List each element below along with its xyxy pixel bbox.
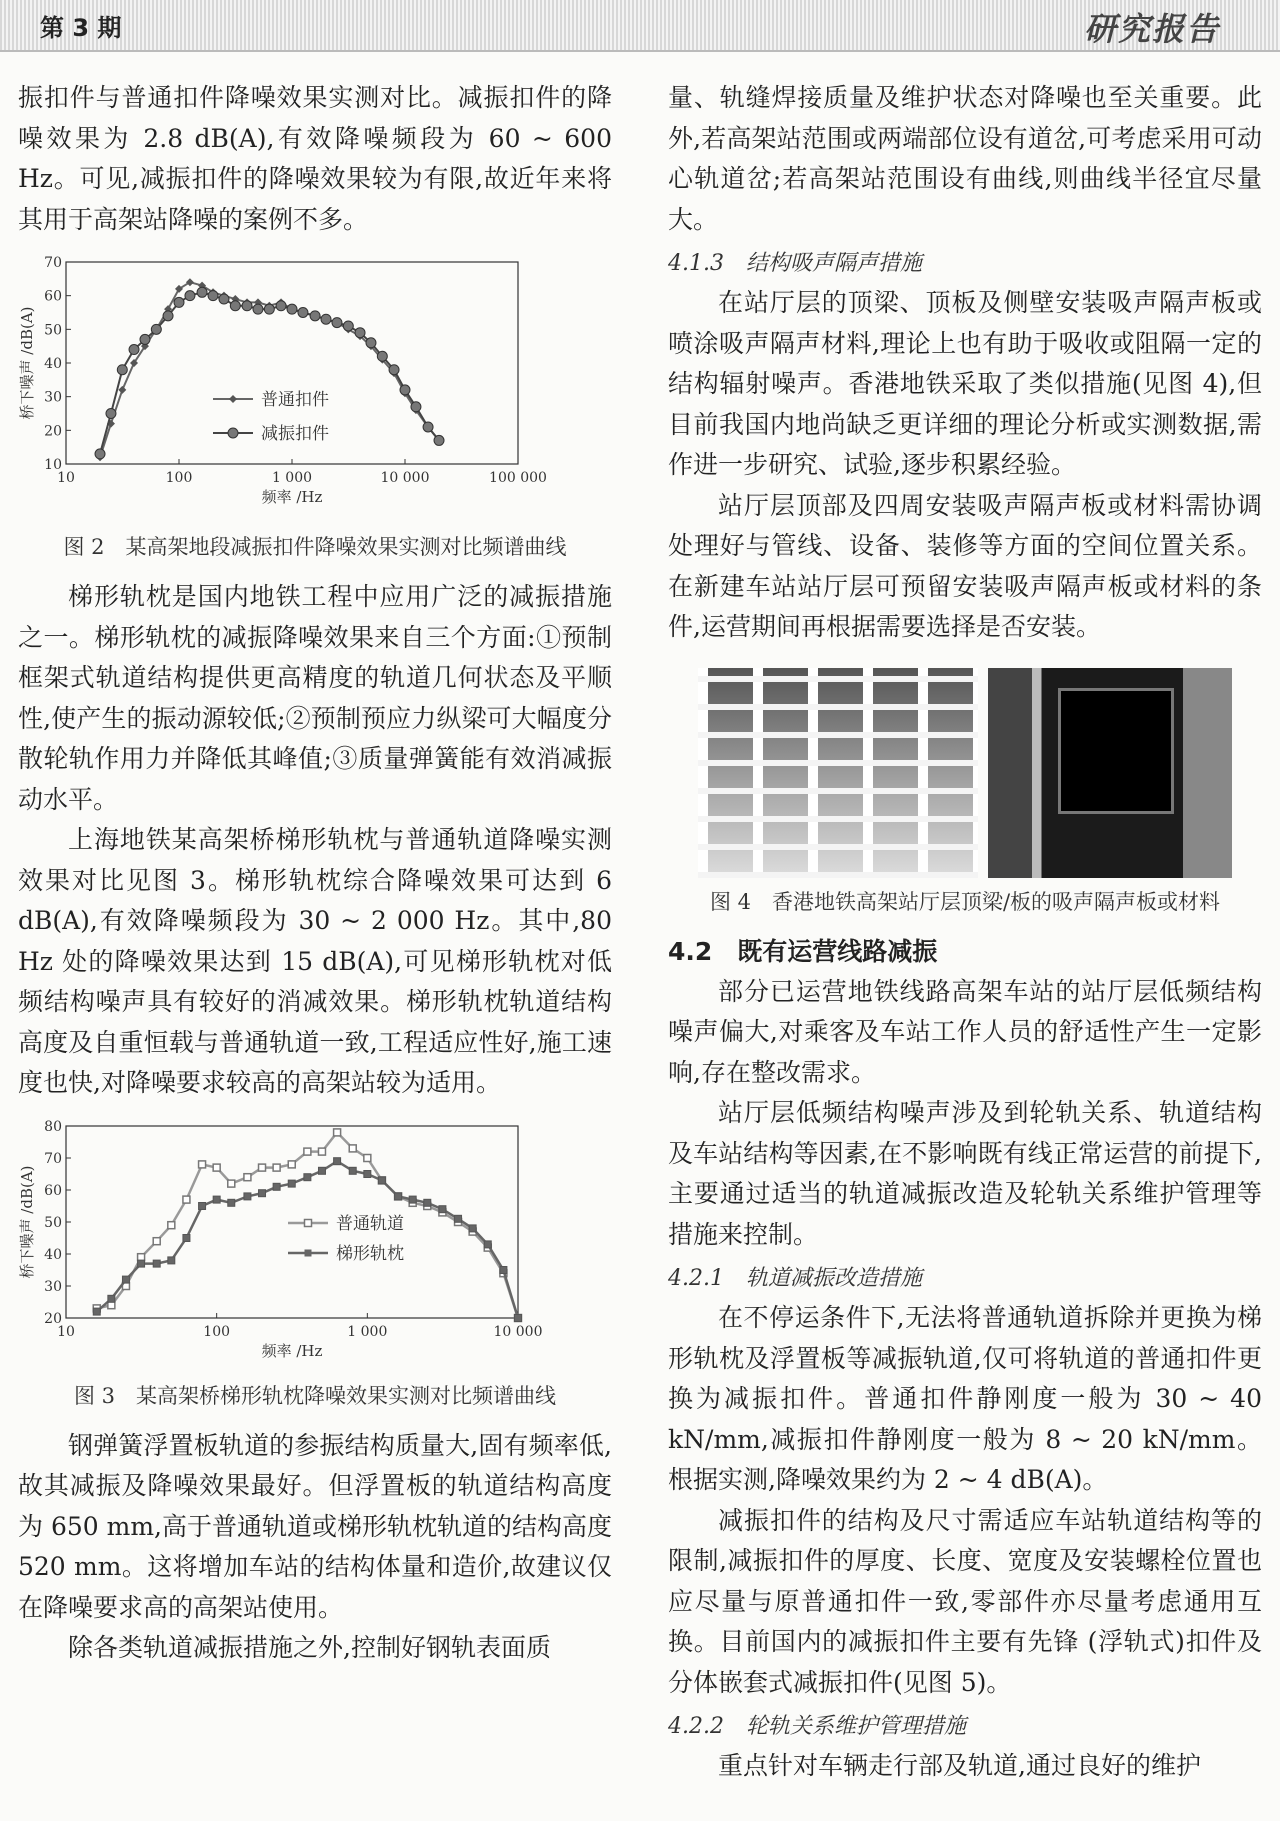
data-point (273, 1164, 280, 1171)
fig4-caption: 图 4 香港地铁高架站厅层顶梁/板的吸声隔声板或材料 (709, 889, 1221, 914)
data-point (455, 1215, 462, 1222)
legend-marker (228, 428, 238, 438)
data-point (349, 1144, 356, 1151)
data-point (276, 301, 286, 311)
legend-label: 减振扣件 (261, 424, 329, 444)
data-point (334, 1128, 341, 1135)
y-tick-label: 30 (44, 389, 62, 406)
right-paragraph-3: 站厅层顶部及四周安装吸声隔声板或材料需协调处理好与管线、设备、装修等方面的空间位置关系。在新建车站站厅层可预留安装吸声隔声板或材料的条件,运营期间再根据需要选择是否安装。 (668, 490, 1262, 641)
data-point (242, 301, 252, 311)
y-tick-label: 70 (44, 1150, 62, 1167)
y-axis-label: 桥下噪声 /dB(A) (18, 1165, 36, 1278)
x-tick-label: 100 (203, 1323, 231, 1340)
right-paragraph-7: 减振扣件的结构及尺寸需适应车站轨道结构等的限制,减振扣件的厚度、长度、宽度及安装螺栓位置也应尽量与原普通扣件一致,零部件亦尽量考虑通用互换。目前国内的减振扣件主要有先锋 (浮轨式)扣件及分体嵌套式减振扣件(见图 5)。 (668, 1505, 1262, 1697)
data-point (230, 301, 240, 311)
data-point (244, 1173, 251, 1180)
right-paragraph-8: 重点针对车辆走行部及轨道,通过良好的维护 (718, 1751, 1201, 1780)
y-tick-label: 40 (44, 356, 62, 372)
fig3-caption: 图 3 某高架桥梯形轨枕降噪效果实测对比频谱曲线 (73, 1383, 557, 1408)
right-paragraph-5: 站厅层低频结构噪声涉及到轮轨关系、轨道结构及车站结构等因素,在不影响既有线正常运营的前提下,主要通过适当的轨道减振改造及轮轨关系维护管理等措施来控制。 (668, 1098, 1262, 1249)
legend-label: 普通轨道 (336, 1213, 404, 1234)
data-point (288, 1160, 295, 1167)
x-tick-label: 1 000 (347, 1323, 388, 1340)
data-point (364, 1170, 371, 1177)
data-point (129, 345, 139, 355)
data-point (423, 422, 433, 432)
data-point (411, 402, 421, 412)
x-tick-label: 100 000 (489, 470, 547, 486)
x-axis-label: 频率 /Hz (261, 488, 323, 506)
data-point (244, 1192, 251, 1199)
data-point (106, 409, 116, 419)
right-paragraph-6: 在不停运条件下,无法将普通轨道拆除并更换为梯形轨枕及浮置板等减振轨道,仅可将轨道的普通扣件更换为减振扣件。普通扣件静刚度一般为 30 ~ 40 kN/mm,减振扣件静刚度一般为 8 ~ 20 kN/mm。根据实测,降噪效果约为 2 ~ 4 dB(A)。 (668, 1303, 1262, 1494)
heading-4-1-3: 4.1.3 结构吸声隔声措施 (668, 251, 922, 276)
legend-label: 梯形轨枕 (336, 1243, 404, 1264)
chart-fig3 (18, 1118, 612, 1368)
y-tick-label: 40 (44, 1246, 62, 1263)
y-tick-label: 80 (44, 1118, 62, 1135)
y-tick-label: 60 (44, 288, 62, 305)
heading-4-2: 4.2 既有运营线路减振 (668, 936, 938, 966)
left-column (18, 78, 612, 1669)
data-point (163, 311, 173, 321)
data-point (228, 1180, 235, 1187)
data-point (395, 1192, 402, 1199)
heading-4-2-2: 4.2.2 轮轨关系维护管理措施 (668, 1714, 966, 1739)
x-tick-label: 1 000 (271, 470, 313, 486)
data-point (153, 1260, 160, 1267)
data-point (389, 365, 399, 375)
legend-marker (305, 1219, 312, 1226)
left-paragraph-1: 振扣件与普通扣件降噪效果实测对比。减振扣件的降噪效果为 2.8 dB(A),有效降噪频段为 60 ~ 600 Hz。可见,减振扣件的降噪效果较为有限,故近年来将其用于高架站降噪的案例不多。 (18, 83, 612, 234)
data-point (183, 1234, 190, 1241)
figure-4-photos (668, 668, 1262, 878)
data-point (515, 1314, 522, 1321)
data-point (273, 1183, 280, 1190)
legend-marker (229, 395, 237, 403)
data-point (117, 365, 127, 375)
data-point (122, 1276, 129, 1283)
data-point (95, 449, 105, 459)
data-point (93, 1308, 100, 1315)
data-point (288, 1180, 295, 1187)
data-point (304, 1173, 311, 1180)
data-point (500, 1266, 507, 1273)
data-point (318, 1167, 325, 1174)
data-point (199, 1202, 206, 1209)
right-paragraph-4: 部分已运营地铁线路高架车站的站厅层低频结构噪声偏大,对乘客及车站工作人员的舒适性产生一定影响,存在整改需求。 (668, 976, 1262, 1087)
data-point (321, 314, 331, 324)
data-point (108, 1295, 115, 1302)
x-tick-label: 10 (57, 1323, 75, 1340)
data-point (199, 1160, 206, 1167)
data-point (366, 338, 376, 348)
figure-3 (18, 1118, 612, 1410)
data-point (287, 304, 297, 314)
data-point (174, 297, 184, 307)
x-tick-label: 10 000 (493, 1323, 543, 1340)
data-point (208, 291, 218, 301)
left-paragraph-4: 钢弹簧浮置板轨道的参振结构质量大,固有频率低,故其减振及降噪效果最好。但浮置板的轨道结构高度为 650 mm,高于普通轨道或梯形轨枕轨道的结构高度 520 mm。这将增加车站的结构体量和造价,故建议仅在降噪要求高的高架站使用。 (18, 1430, 612, 1622)
y-axis-label: 桥下噪声 /dB(A) (18, 306, 36, 420)
data-point (153, 1237, 160, 1244)
data-point (424, 1199, 431, 1206)
data-point (138, 1260, 145, 1267)
y-tick-label: 20 (44, 1310, 62, 1327)
data-point (332, 318, 342, 328)
y-tick-label: 60 (44, 1182, 62, 1199)
data-point (439, 1205, 446, 1212)
left-paragraph-5: 除各类轨道减振措施之外,控制好钢轨表面质 (68, 1633, 551, 1662)
data-point (355, 328, 365, 338)
right-paragraph-1: 量、轨缝焊接质量及维护状态对降噪也至关重要。此外,若高架站范围或两端部位设有道岔,可考虑采用可动心轨道岔;若高架站范围设有曲线,则曲线半径宜尽量大。 (668, 83, 1262, 234)
data-point (349, 1167, 356, 1174)
y-tick-label: 50 (44, 1214, 62, 1231)
journal-brand: 研究报告 (1083, 10, 1220, 48)
data-point (253, 304, 263, 314)
data-point (484, 1240, 491, 1247)
data-point (400, 385, 410, 395)
data-point (168, 1221, 175, 1228)
left-paragraph-3: 上海地铁某高架桥梯形轨枕与普通轨道降噪实测效果对比见图 3。梯形轨枕综合降噪效果可达到 6 dB(A),有效降噪频段为 30 ~ 2 000 Hz。其中,80 Hz 处的降噪效果达到 15 dB(A),可见梯形轨枕对低频结构噪声具有较好的消减效果。梯形轨枕轨道结构高度及自重恒载与普通轨道一致,工程适应性好,施工速度也快,对降噪要求较高的高架站较为适用。 (18, 825, 612, 1097)
x-tick-label: 100 (165, 470, 193, 486)
data-point (197, 287, 207, 297)
data-point (334, 1157, 341, 1164)
data-point (213, 1196, 220, 1203)
x-axis-label: 频率 /Hz (261, 1341, 323, 1360)
y-tick-label: 10 (44, 457, 62, 473)
y-tick-label: 30 (44, 1278, 62, 1295)
data-point (185, 291, 195, 301)
data-point (434, 435, 444, 445)
data-point (228, 1199, 235, 1206)
data-point (259, 1164, 266, 1171)
x-tick-label: 10 (57, 470, 75, 486)
data-point (409, 1196, 416, 1203)
data-point (298, 308, 308, 318)
data-point (310, 311, 320, 321)
page-header (0, 0, 1280, 52)
data-point (378, 1176, 385, 1183)
data-point (304, 1148, 311, 1155)
chart-fig2 (18, 254, 612, 519)
y-tick-label: 20 (44, 423, 62, 440)
data-point (140, 334, 150, 344)
legend-label: 普通扣件 (261, 390, 329, 410)
ceiling-panel-photo (698, 668, 978, 878)
data-point (469, 1224, 476, 1231)
data-point (213, 1164, 220, 1171)
fig2-caption: 图 2 某高架地段减振扣件降噪效果实测对比频谱曲线 (63, 535, 567, 559)
data-point (264, 304, 274, 314)
data-point (259, 1189, 266, 1196)
right-column (668, 78, 1262, 1787)
y-tick-label: 70 (44, 255, 62, 271)
x-tick-label: 10 000 (380, 470, 430, 486)
data-point (219, 294, 229, 304)
figure-2 (18, 254, 612, 561)
right-paragraph-2: 在站厅层的顶梁、顶板及侧壁安装吸声隔声板或喷涂吸声隔声材料,理论上也有助于吸收或阻隔一定的结构辐射噪声。香港地铁采取了类似措施(见图 4),但目前我国内地尚缺乏更详细的理论分析或实测数据,需作进一步研究、试验,逐步积累经验。 (668, 288, 1262, 479)
data-point (364, 1154, 371, 1161)
data-point (151, 324, 161, 334)
data-point (318, 1148, 325, 1155)
y-tick-label: 50 (44, 322, 62, 339)
data-point (118, 386, 126, 394)
data-point (168, 1256, 175, 1263)
legend-marker (305, 1249, 312, 1256)
heading-4-2-1: 4.2.1 轨道减振改造措施 (668, 1266, 922, 1291)
issue-label: 第 3 期 (40, 14, 122, 42)
data-point (377, 351, 387, 361)
data-point (343, 321, 353, 331)
data-point (183, 1196, 190, 1203)
left-paragraph-2: 梯形轨枕是国内地铁工程中应用广泛的减振措施之一。梯形轨枕的减振降噪效果来自三个方面:①预制框架式轨道结构提供更高精度的轨道几何状态及平顺性,使产生的振动源较低;②预制预应力纵梁可大幅度分散轮轨作用力并降低其峰值;③质量弹簧能有效消减振动水平。 (18, 582, 612, 814)
ceiling-opening-photo (988, 668, 1232, 878)
